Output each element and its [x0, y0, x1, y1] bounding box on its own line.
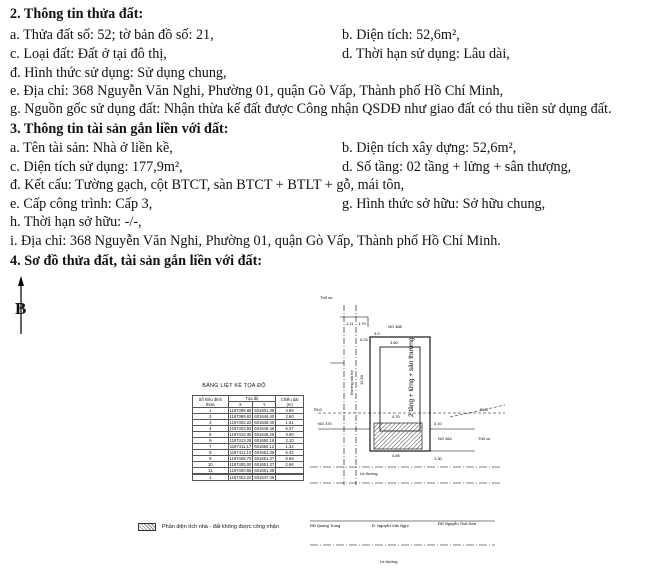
- table-cell: 601647.46: [254, 475, 275, 480]
- dim-5: 3.60: [390, 340, 398, 345]
- table-cell: 6.58: [276, 456, 304, 462]
- table-row: [193, 444, 304, 450]
- land-parcel-number: a. Thửa đất số: 52; tờ bản đồ số: 21,: [10, 27, 214, 43]
- table-cell: 1197399.82: [229, 414, 252, 419]
- col-y: Y: [253, 402, 276, 408]
- table-cell: 2.10: [276, 438, 304, 444]
- label-floors: 2 tầng + lửng + sân thượng: [408, 337, 415, 417]
- col-length: Chiều dài (m): [276, 396, 304, 408]
- section-4-heading: 4. Sơ đồ thửa đất, tài sản gắn liền với đất:: [10, 253, 263, 269]
- table-row: [193, 450, 304, 456]
- table-cell: 3: [193, 420, 229, 426]
- label-no-368: NO 368: [388, 324, 402, 329]
- table-cell: 601646.46: [254, 426, 275, 431]
- north-arrow: [8, 276, 34, 336]
- table-cell: 1197400.65: [229, 468, 252, 473]
- table-row: [193, 420, 304, 426]
- table-cell: 4: [193, 426, 229, 432]
- label-street-right: ĐĐ Nguyễn Thái Sơn: [438, 521, 477, 526]
- dim-2: 1.79: [358, 321, 366, 326]
- table-cell: 6.42: [276, 450, 304, 456]
- dim-1: 1.11: [346, 321, 354, 326]
- land-use-term: d. Thời hạn sử dụng: Lâu dài,: [342, 46, 510, 62]
- table-cell: 1197411.10: [229, 450, 252, 455]
- table-row: [193, 432, 304, 438]
- col-point: Số hiệu đỉnh thửa: [193, 396, 229, 408]
- table-cell: 1197410.30: [229, 432, 252, 437]
- building-grade: e. Cấp công trình: Cấp 3,: [10, 196, 153, 212]
- label-duong-noi-bo: Đường nội bộ: [349, 370, 354, 395]
- table-cell: 601651.38: [254, 468, 275, 473]
- col-x: X: [228, 402, 253, 408]
- label-rlg-right: RLG: [480, 407, 489, 412]
- table-row: [193, 475, 304, 481]
- coordinate-table-title: BẢNG LIỆT KÊ TỌA ĐỘ: [202, 383, 266, 389]
- label-street-left: ĐĐ Quang Trung: [310, 523, 341, 528]
- table-cell: 1197405.00: [229, 462, 252, 467]
- north-label: B: [15, 299, 27, 318]
- land-use-form: đ. Hình thức sử dụng: Sử dụng chung,: [10, 65, 227, 81]
- usable-area: c. Diện tích sử dụng: 177,9m²,: [10, 159, 183, 175]
- land-address: e. Địa chỉ: 368 Nguyễn Văn Nghi, Phường 01, quận Gò Vấp, Thành phố Hồ Chí Minh,: [10, 83, 504, 99]
- table-cell: 1: [193, 475, 229, 481]
- land-type: c. Loại đất: Đất ở tại đô thị,: [10, 46, 167, 62]
- table-cell: 2.66: [276, 462, 304, 468]
- dim-4: 0.24: [360, 337, 368, 342]
- coordinate-table: [164, 383, 304, 481]
- table-row: [193, 438, 304, 444]
- table-cell: 601650.12: [254, 444, 275, 449]
- label-le-duong-bottom: Lề đường: [380, 559, 398, 564]
- table-cell: 6: [193, 438, 229, 444]
- table-cell: 1: [193, 408, 229, 414]
- dim-8: 12.60: [359, 374, 364, 385]
- table-cell: 4.85: [276, 408, 304, 414]
- table-cell: 1197403.83: [229, 426, 252, 431]
- table-cell: 2.60: [276, 414, 304, 420]
- coordinate-table-body: [193, 408, 304, 481]
- dim-7: 4.85: [392, 453, 400, 458]
- dim-3: 3.0: [374, 331, 380, 336]
- structure: đ. Kết cấu: Tường gạch, cột BTCT, sàn BTCT + BTLT + gỗ, mái tôn,: [10, 177, 405, 193]
- construction-area: b. Diện tích xây dựng: 52,6m²,: [342, 140, 517, 156]
- land-area: b. Diện tích: 52,6m²,: [342, 27, 460, 43]
- label-tho-cu-top: Thổ cư: [320, 295, 333, 300]
- table-cell: 1197399.68: [229, 408, 252, 413]
- legend-text: Phần diện tích nhà - đất không được công nhận: [162, 524, 279, 530]
- label-no-364: NO 364: [438, 436, 452, 441]
- table-row: [193, 414, 304, 420]
- label-rlg-left: RLG: [314, 407, 323, 412]
- table-cell: 2: [193, 414, 229, 420]
- table-cell: 11: [193, 468, 229, 474]
- table-cell: 1197402.22: [229, 475, 252, 480]
- table-row: [193, 408, 304, 414]
- table-cell: 7: [193, 444, 229, 450]
- label-street-mid: Đ. Nguyễn Văn Nghi: [372, 523, 409, 528]
- table-cell: 1197402.22: [229, 420, 252, 425]
- site-plan: [300, 285, 505, 567]
- label-no-370: NO 370: [318, 421, 332, 426]
- table-cell: 3.60: [276, 432, 304, 438]
- label-le-duong: Lề đường: [360, 471, 378, 476]
- table-cell: 1197408.70: [229, 456, 252, 461]
- rlg-line-right: [450, 405, 505, 417]
- ownership-form: g. Hình thức sở hữu: Sở hữu chung,: [342, 196, 546, 212]
- table-cell: 1.51: [276, 420, 304, 426]
- table-cell: 8: [193, 450, 229, 456]
- table-cell: 5: [193, 432, 229, 438]
- legend: [138, 523, 279, 531]
- table-cell: 601601.38: [254, 408, 275, 413]
- asset-name: a. Tên tài sản: Nhà ở liền kề,: [10, 140, 173, 156]
- asset-address: i. Địa chỉ: 368 Nguyễn Văn Nghi, Phường 01, quận Gò Vấp, Thành phố Hồ Chí Minh.: [10, 233, 501, 249]
- table-cell: 10: [193, 462, 229, 468]
- table-cell: 6.37: [276, 426, 304, 432]
- land-origin: g. Nguồn gốc sử dụng đất: Nhận thừa kế đất được Công nhận QSDĐ như giao đất có thu tiền sử dụng đất.: [10, 101, 612, 117]
- table-cell: 1.32: [276, 444, 304, 450]
- section-2-heading: 2. Thông tin thửa đất:: [10, 6, 144, 22]
- table-row: [193, 426, 304, 432]
- dim-9: 2.10: [434, 421, 442, 426]
- table-cell: 601651.35: [254, 450, 275, 455]
- table-cell: 1197413.28: [229, 438, 252, 443]
- table-row: [193, 456, 304, 462]
- dim-10: 1.30: [434, 456, 442, 461]
- table-cell: 601651.37: [254, 456, 275, 461]
- table-cell: 1197411.17: [229, 444, 252, 449]
- col-coord: Tọa độ: [228, 396, 276, 402]
- dim-6: 4.70: [392, 414, 400, 419]
- section-3-heading: 3. Thông tin tài sản gắn liền với đất:: [10, 121, 229, 137]
- table-cell: 601646.40: [254, 420, 275, 425]
- floor-count: d. Số tầng: 02 tầng + lửng + sân thượng,: [342, 159, 572, 175]
- table-cell: 601646.40: [254, 414, 275, 419]
- table-cell: 601651.37: [254, 462, 275, 467]
- hatch-swatch: [138, 523, 156, 531]
- table-cell: 601650.18: [254, 438, 275, 443]
- unrecognized-area: [374, 423, 422, 449]
- ownership-term: h. Thời hạn sở hữu: -/-,: [10, 214, 142, 230]
- table-row: [193, 462, 304, 468]
- table-cell: 9: [193, 456, 229, 462]
- table-cell: 601646.26: [254, 432, 275, 437]
- label-tho-cu-right: Thổ cư: [478, 436, 491, 441]
